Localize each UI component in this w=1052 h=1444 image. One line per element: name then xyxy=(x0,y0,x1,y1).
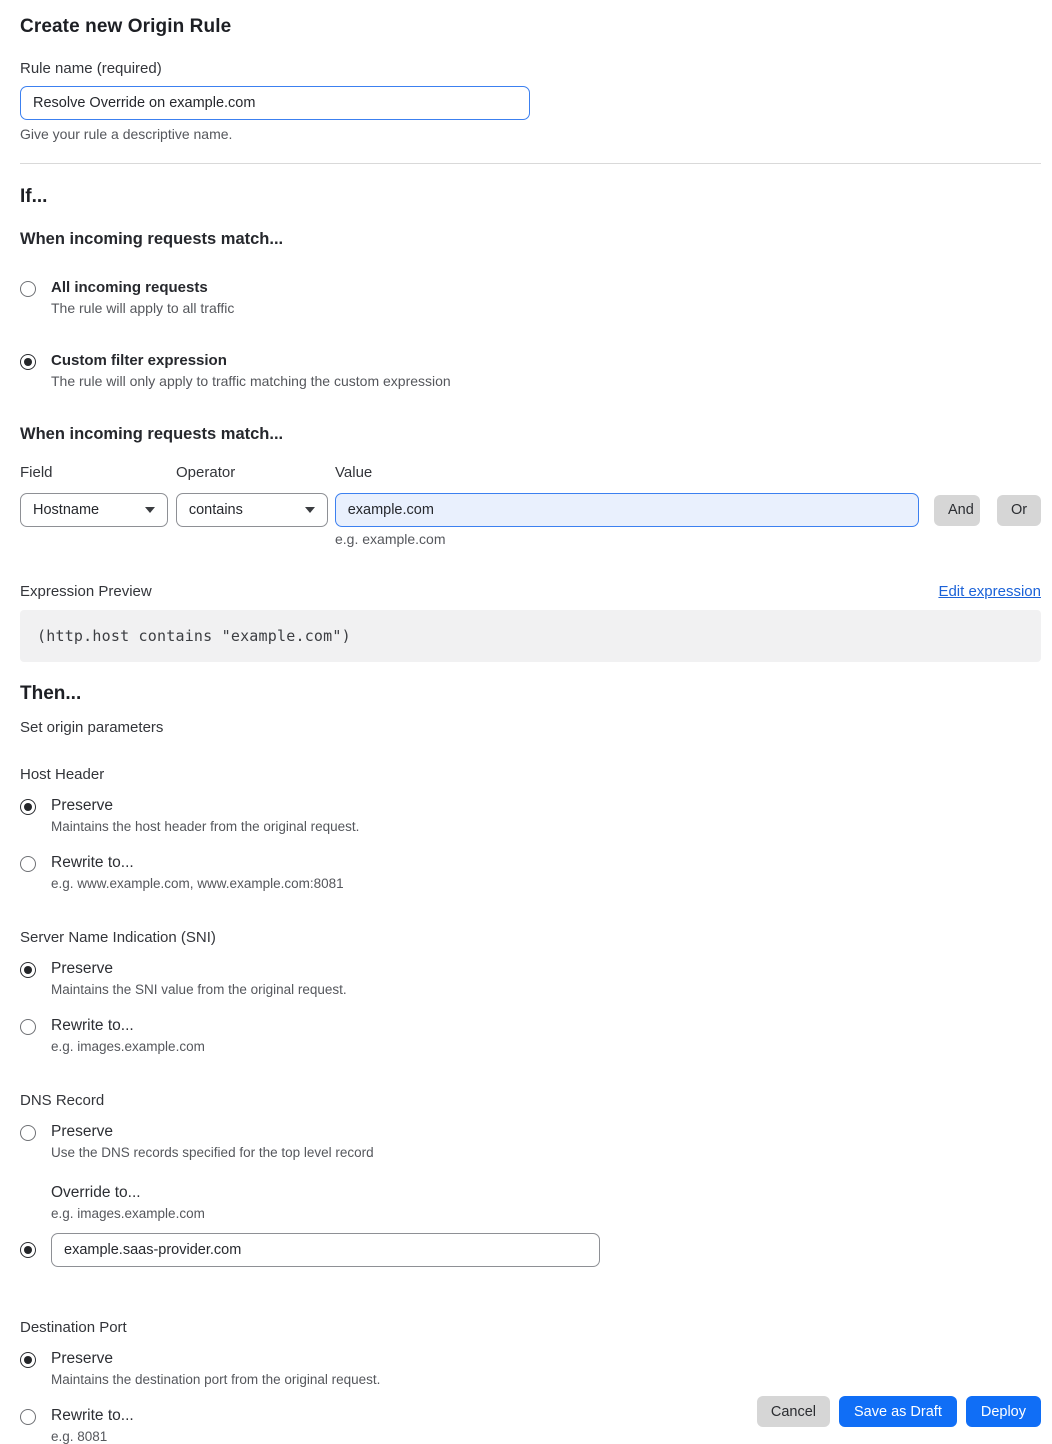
sni-preserve[interactable] xyxy=(20,960,1041,997)
rule-name-help: Give your rule a descriptive name. xyxy=(20,126,233,142)
radio-description: Maintains the host header from the original request. xyxy=(51,819,360,834)
rule-name-group xyxy=(20,60,1041,142)
radio-description: The rule will only apply to traffic matching the custom expression xyxy=(51,373,451,389)
operator-select-value: contains xyxy=(188,502,243,518)
builder-labels xyxy=(20,464,1041,481)
cancel-button[interactable]: Cancel xyxy=(757,1396,830,1427)
radio-option-custom-filter[interactable] xyxy=(20,352,1041,389)
port-preserve[interactable] xyxy=(20,1350,1041,1387)
builder-row xyxy=(20,493,1041,527)
rule-name-input[interactable] xyxy=(20,86,530,120)
radio-port-rewrite[interactable] xyxy=(20,1409,36,1425)
then-heading: Then... xyxy=(20,683,82,704)
value-input[interactable] xyxy=(335,493,919,527)
dns-override-input[interactable] xyxy=(51,1233,600,1267)
radio-description: Use the DNS records specified for the top level record xyxy=(51,1145,374,1160)
field-label: Field xyxy=(20,464,53,481)
deploy-button[interactable]: Deploy xyxy=(966,1396,1041,1427)
rule-name-label: Rule name (required) xyxy=(20,60,162,77)
if-heading: If... xyxy=(20,186,48,207)
radio-sni-rewrite[interactable] xyxy=(20,1019,36,1035)
radio-label: Rewrite to... xyxy=(51,1017,134,1034)
radio-port-preserve[interactable] xyxy=(20,1352,36,1368)
footer-actions xyxy=(757,1396,1041,1427)
radio-label: Preserve xyxy=(51,1123,114,1140)
if-subheading: When incoming requests match... xyxy=(20,230,284,248)
builder-heading: When incoming requests match... xyxy=(20,425,284,443)
radio-description: e.g. images.example.com xyxy=(51,1039,205,1054)
host-header-preserve[interactable] xyxy=(20,797,1041,834)
radio-description: Maintains the SNI value from the original request. xyxy=(51,982,347,997)
radio-all-incoming[interactable] xyxy=(20,281,36,297)
dns-override-help: e.g. images.example.com xyxy=(51,1206,205,1221)
value-label: Value xyxy=(335,464,373,481)
radio-host-rewrite[interactable] xyxy=(20,856,36,872)
radio-label: Preserve xyxy=(51,1350,114,1367)
radio-description: e.g. 8081 xyxy=(51,1429,108,1444)
and-button[interactable]: And xyxy=(934,495,980,526)
dns-preserve[interactable] xyxy=(20,1123,1041,1160)
dns-override-label: Override to... xyxy=(51,1184,141,1201)
radio-custom-filter[interactable] xyxy=(20,354,36,370)
field-select[interactable] xyxy=(20,493,168,527)
sni-label: Server Name Indication (SNI) xyxy=(20,929,216,946)
radio-label: All incoming requests xyxy=(51,279,208,296)
radio-host-preserve[interactable] xyxy=(20,799,36,815)
radio-description: Maintains the destination port from the original request. xyxy=(51,1372,381,1387)
operator-select[interactable] xyxy=(176,493,328,527)
radio-label: Rewrite to... xyxy=(51,1407,134,1424)
save-as-draft-button[interactable]: Save as Draft xyxy=(839,1396,957,1427)
radio-dns-override[interactable] xyxy=(20,1242,36,1258)
value-help: e.g. example.com xyxy=(335,531,446,547)
host-header-rewrite[interactable] xyxy=(20,854,1041,891)
radio-sni-preserve[interactable] xyxy=(20,962,36,978)
or-button[interactable]: Or xyxy=(997,495,1041,526)
expression-code: (http.host contains "example.com") xyxy=(20,610,1041,662)
radio-description: The rule will apply to all traffic xyxy=(51,300,235,316)
operator-label: Operator xyxy=(176,464,236,481)
radio-label: Preserve xyxy=(51,797,114,814)
radio-description: e.g. www.example.com, www.example.com:8081 xyxy=(51,876,344,891)
host-header-label: Host Header xyxy=(20,766,105,783)
radio-label: Rewrite to... xyxy=(51,854,134,871)
page-title: Create new Origin Rule xyxy=(20,16,232,37)
expression-preview-label: Expression Preview xyxy=(20,583,152,600)
expression-preview-header xyxy=(20,583,1041,600)
chevron-down-icon xyxy=(145,507,155,513)
sni-rewrite[interactable] xyxy=(20,1017,1041,1054)
chevron-down-icon xyxy=(305,507,315,513)
radio-label: Custom filter expression xyxy=(51,352,227,369)
field-select-value: Hostname xyxy=(33,502,100,518)
radio-label: Preserve xyxy=(51,960,114,977)
divider xyxy=(20,163,1041,164)
dns-override-group xyxy=(20,1184,1041,1267)
radio-dns-preserve[interactable] xyxy=(20,1125,36,1141)
dns-record-label: DNS Record xyxy=(20,1092,105,1109)
then-subheading: Set origin parameters xyxy=(20,719,164,736)
radio-option-all-incoming[interactable] xyxy=(20,279,1041,316)
edit-expression-link[interactable]: Edit expression xyxy=(938,583,1041,600)
dns-override-row xyxy=(20,1233,1041,1267)
destination-port-label: Destination Port xyxy=(20,1319,127,1336)
